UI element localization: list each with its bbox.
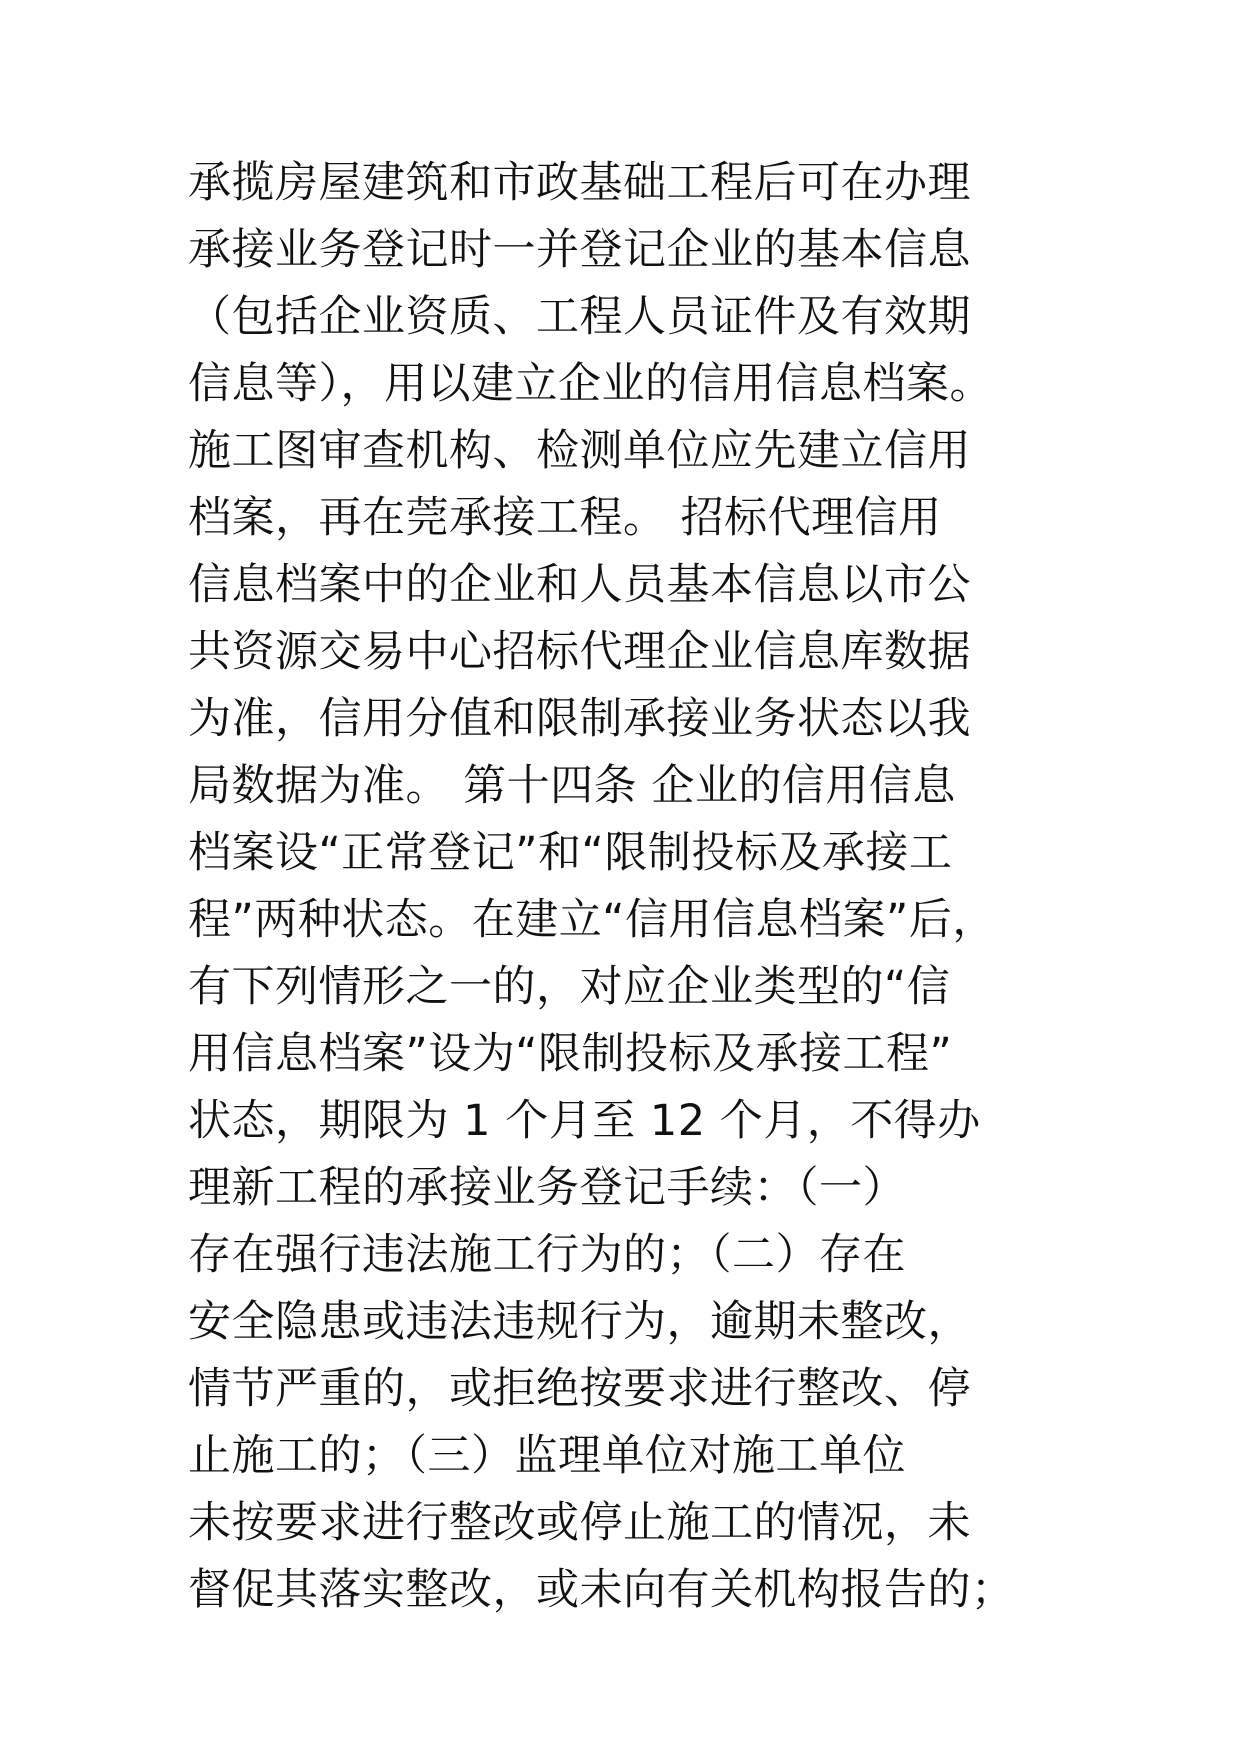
text-line: 安全隐患或违法违规行为，逾期未整改，: [188, 1297, 971, 1347]
text-line: 承揽房屋建筑和市政基础工程后可在办理: [188, 158, 971, 208]
text-line: 共资源交易中心招标代理企业信息库数据: [188, 627, 971, 677]
text-line: 局数据为准。 第十四条 企业的信用信息: [188, 761, 956, 811]
text-line: 档案设“正常登记”和“限制投标及承接工: [188, 828, 953, 878]
text-line: 为准，信用分值和限制承接业务状态以我: [188, 694, 971, 744]
text-line: 督促其落实整改，或未向有关机构报告的；: [188, 1565, 1015, 1615]
text-line: 有下列情形之一的，对应企业类型的“信: [188, 962, 951, 1012]
text-line: 档案，再在莞承接工程。 招标代理信用: [188, 493, 942, 543]
text-line: 止施工的；（三）监理单位对施工单位: [188, 1431, 906, 1481]
text-line: 情节严重的，或拒绝按要求进行整改、停: [188, 1364, 971, 1414]
text-line: 信息等），用以建立企业的信用信息档案。: [188, 359, 993, 409]
text-line: 施工图审查机构、检测单位应先建立信用: [188, 426, 971, 476]
text-line: 程”两种状态。在建立“信用信息档案”后，: [188, 895, 996, 945]
text-line: 理新工程的承接业务登记手续：（一）: [188, 1163, 906, 1213]
text-line: 存在强行违法施工行为的；（二）存在: [188, 1230, 906, 1280]
body-text: [188, 150, 1088, 1624]
text-line: 未按要求进行整改或停止施工的情况，未: [188, 1498, 971, 1548]
text-line: 承接业务登记时一并登记企业的基本信息: [188, 225, 971, 275]
text-line: 信息档案中的企业和人员基本信息以市公: [188, 560, 971, 610]
text-line: 用信息档案”设为“限制投标及承接工程”: [188, 1029, 953, 1079]
text-line: 状态，期限为 1 个月至 12 个月，不得办: [188, 1096, 981, 1146]
text-line: （包括企业资质、工程人员证件及有效期: [188, 292, 971, 342]
